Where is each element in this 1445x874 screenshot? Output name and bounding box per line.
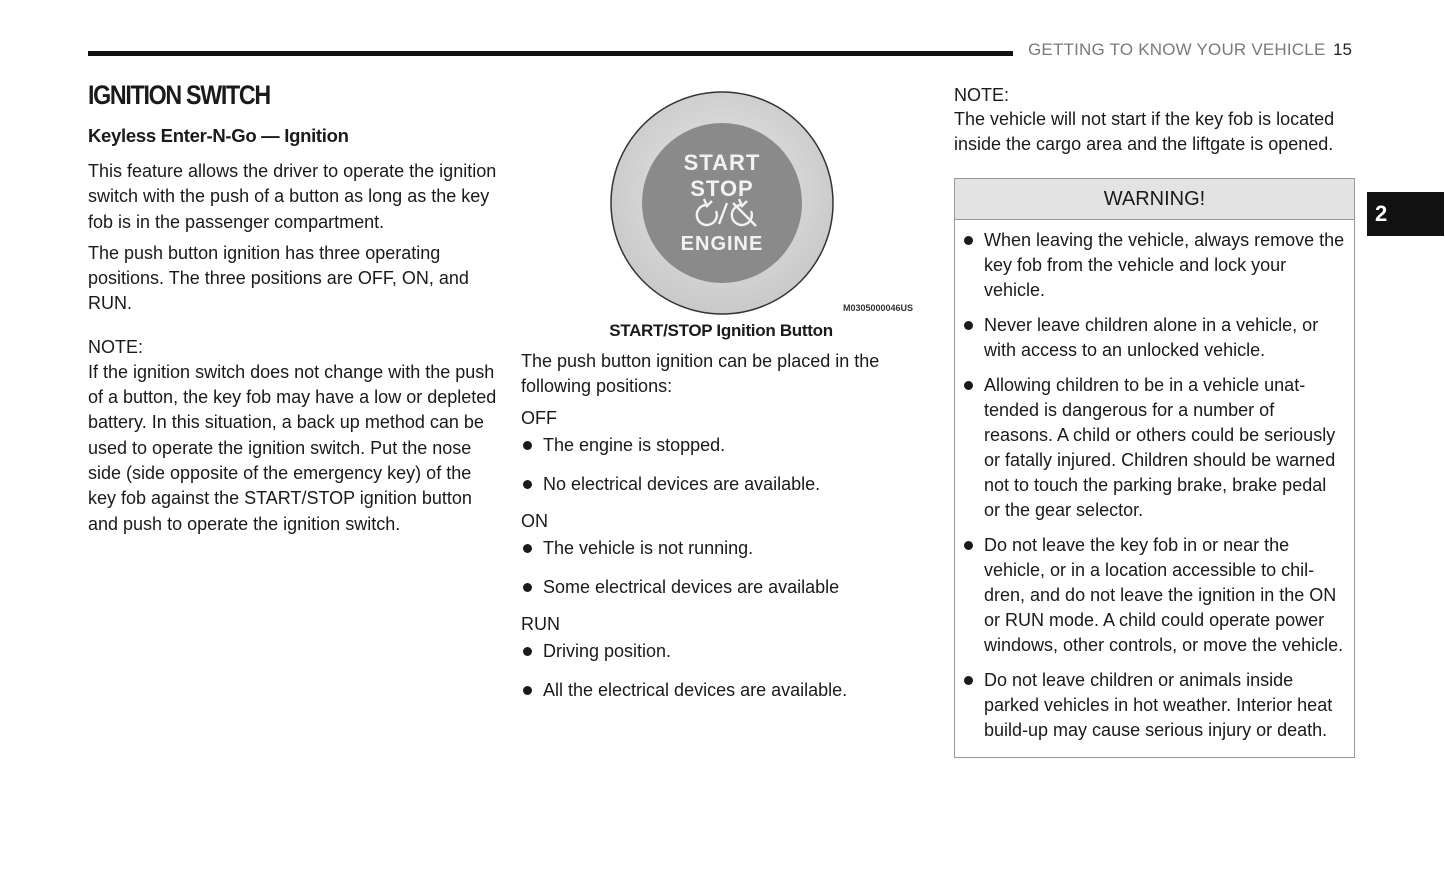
- warning-list: [955, 220, 1354, 757]
- list-item: When leaving the vehicle, always remove the key fob from the vehicle and lock your vehicle.: [963, 228, 1346, 303]
- bullet-icon: [964, 321, 973, 330]
- button-face: [642, 123, 802, 283]
- bullet-icon: [964, 381, 973, 390]
- list-item: Some electrical devices are available: [521, 575, 921, 600]
- start-stop-figure: [521, 85, 921, 321]
- column-middle: [521, 85, 921, 717]
- bullet-icon: [523, 441, 532, 450]
- bullet-icon: [964, 541, 973, 550]
- list-item: Driving position.: [521, 639, 921, 664]
- start-stop-button-illustration: [521, 85, 921, 321]
- position-heading-run: RUN: [521, 613, 560, 634]
- bullet-icon: [523, 686, 532, 695]
- note-text-right: The vehicle will not start if the key fob is located inside the cargo area and the liftgate is opened.: [954, 109, 1335, 155]
- bullet-icon: [964, 236, 973, 245]
- list-item: Do not leave the key fob in or near the vehicle, or in a location accessible to chil-dren, and do not leave the ignition in the ON or RUN mode. A child could operate power windows, other controls, or move the vehicle.: [963, 533, 1346, 658]
- list-item: The engine is stopped.: [521, 433, 921, 458]
- page-title: IGNITION SWITCH: [88, 80, 270, 110]
- list-item: Never leave children alone in a vehicle, or with access to an unlocked vehicle.: [963, 313, 1346, 363]
- position-heading-on: ON: [521, 510, 548, 531]
- header-section-title: GETTING TO KNOW YOUR VEHICLE: [1028, 40, 1326, 59]
- list-item: The vehicle is not running.: [521, 536, 921, 561]
- note-text: If the ignition switch does not change with the push of a button, the key fob may have a low or depleted battery. In this situation, a back up method can be used to operate the ignition switch. Put the nose side (side opposite of the emergency key) of the key fob against the START/STOP ignition button and push to operate the ignition switch.: [88, 361, 497, 534]
- header-rule: [88, 51, 1013, 56]
- note-heading: NOTE:: [88, 336, 144, 357]
- note-heading-right: NOTE:: [954, 85, 1010, 105]
- list-item: Allowing children to be in a vehicle unat-tended is dangerous for a number of reasons. A child or others could be seriously or fatally injured. Children should be warned not to touch the parking brake, brake pedal or the gear selector.: [963, 373, 1346, 523]
- warning-title: WARNING!: [955, 179, 1354, 220]
- list-item: Do not leave children or animals inside parked vehicles in hot weather. Interior heat build-up may cause serious injury or death.: [963, 668, 1346, 743]
- button-label-stop: STOP: [690, 176, 754, 201]
- position-list-on: [521, 536, 921, 600]
- column-left: [88, 80, 498, 537]
- position-list-off: [521, 433, 921, 497]
- paragraph-intro: This feature allows the driver to operate the ignition switch with the push of a button as long as the key fob is in the passenger compartment.: [88, 161, 497, 232]
- column-right: [954, 83, 1357, 758]
- bullet-icon: [523, 480, 532, 489]
- position-heading-off: OFF: [521, 407, 557, 428]
- bullet-icon: [523, 544, 532, 553]
- paragraph-positions: The push button ignition has three operating positions. The three positions are OFF, ON, and RUN.: [88, 242, 469, 314]
- bullet-icon: [523, 647, 532, 656]
- position-list-run: [521, 639, 921, 703]
- positions-intro: The push button ignition can be placed in the following positions:: [521, 351, 880, 397]
- figure-caption: START/STOP Ignition Button: [609, 321, 833, 340]
- bullet-icon: [964, 676, 973, 685]
- bullet-icon: [523, 583, 532, 592]
- list-item: All the electrical devices are available.: [521, 678, 921, 703]
- list-item: No electrical devices are available.: [521, 472, 921, 497]
- button-label-engine: ENGINE: [680, 233, 764, 255]
- chapter-tab[interactable]: 2: [1367, 192, 1444, 236]
- figure-code: M0305000046US: [843, 303, 914, 313]
- button-label-start: START: [683, 150, 761, 175]
- page-number: 15: [1333, 40, 1352, 59]
- section-subtitle: Keyless Enter-N-Go — Ignition: [88, 125, 349, 146]
- warning-box: [954, 178, 1355, 758]
